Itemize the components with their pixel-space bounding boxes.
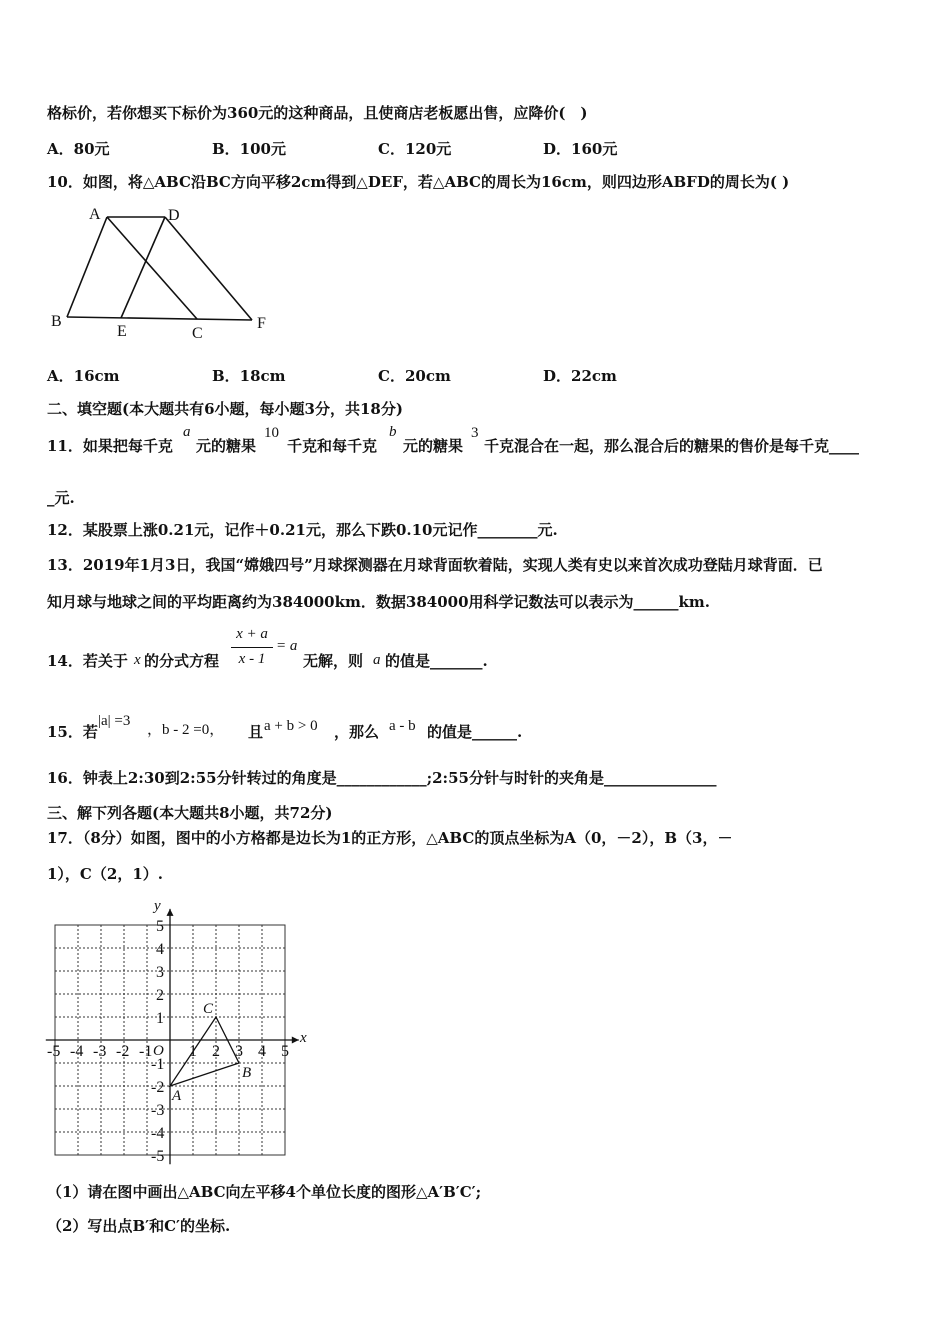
label-F: F (257, 315, 266, 332)
section2-heading: 二、填空题(本大题共有6小题，每小题3分，共18分) (47, 400, 403, 418)
q10-option-c: C．20cm (378, 367, 451, 385)
segment-bf (67, 317, 252, 320)
q11-text-2: 元的糖果 (196, 437, 257, 455)
q9-option-a: A．80元 (47, 140, 110, 158)
q15-expr: a - b (389, 718, 416, 734)
section3-heading: 三、解下列各题(本大题共8小题，共72分) (47, 804, 333, 822)
segment-de (121, 217, 165, 318)
q9-option-d: D．160元 (543, 140, 618, 158)
y-axis-arrow (167, 909, 174, 916)
x-tick-label: -3 (93, 1043, 107, 1060)
q17-sub-2: （2）写出点B′和C′的坐标. (47, 1217, 231, 1235)
label-D: D (168, 207, 180, 224)
q14-numerator: x + a (236, 626, 268, 642)
y-tick-label: 5 (156, 918, 164, 935)
q17-sub-1: （1）请在图中画出△ABC向左平移4个单位长度的图形△A′B′C′; (47, 1183, 482, 1201)
q15-cond-2: a + b > 0 (264, 718, 318, 734)
q15-cond-1: ，b - 2 =0， (147, 722, 225, 738)
segment-ab (67, 217, 107, 317)
x-tick-label: 2 (212, 1043, 220, 1060)
q14-text-4: 的值是_______. (385, 652, 488, 670)
q15-text-4: 的值是______. (427, 723, 523, 741)
q14-var-x: x (134, 652, 141, 668)
point-label-C: C (203, 1001, 214, 1017)
q10-option-b: B．18cm (212, 367, 286, 385)
q11-text-4: 元的糖果 (403, 437, 464, 455)
q14-text-3: 无解，则 (303, 652, 364, 670)
x-axis-arrow (292, 1037, 299, 1044)
segment-ac (107, 217, 197, 319)
q14-rhs: = a (276, 638, 298, 654)
point-label-B: B (242, 1065, 252, 1081)
q14-fraction-bar (231, 647, 273, 648)
label-E: E (117, 323, 127, 340)
q10-figure (45, 200, 285, 345)
q15-abs: |a| =3 (98, 713, 131, 729)
x-tick-label: -4 (70, 1043, 84, 1060)
y-tick-label: -5 (151, 1148, 165, 1165)
x-tick-label: 4 (258, 1043, 266, 1060)
point-label-A: A (172, 1088, 182, 1104)
q14-text-1: 14．若关于 (47, 652, 128, 670)
y-axis-label: y (154, 898, 161, 915)
q9-option-b: B．100元 (212, 140, 286, 158)
triangle-abc (170, 1017, 239, 1086)
q13-line-1: 13．2019年1月3日，我国“嫦娥四号”月球探测器在月球背面软着陆，实现人类有史以来首次成功登陆月球背面．已 (47, 556, 823, 574)
q16-line: 16．钟表上2:30到2:55分针转过的角度是____________;2:55分针与时针的夹角是_______________ (47, 769, 717, 787)
x-tick-label: 3 (235, 1043, 243, 1060)
x-tick-label: 1 (189, 1043, 197, 1060)
x-tick-label: 5 (281, 1043, 289, 1060)
y-tick-label: 2 (156, 987, 164, 1004)
x-tick-label: -5 (47, 1043, 61, 1060)
q17-line-2: 1），C（2，1）. (47, 865, 163, 883)
q15-text-2: 且 (248, 723, 264, 741)
q14-text-2: 的分式方程 (144, 652, 220, 670)
q14-var-a: a (373, 652, 381, 668)
y-tick-label: 3 (156, 964, 164, 981)
q13-line-2: 知月球与地球之间的平均距离约为384000km．数据384000用科学记数法可以表示为______km. (47, 593, 710, 611)
y-tick-label: 1 (156, 1010, 164, 1027)
q9-option-c: C．120元 (378, 140, 452, 158)
q11-num-3: 3 (471, 425, 479, 441)
y-tick-label: -3 (151, 1102, 165, 1119)
label-C: C (192, 325, 203, 342)
q17-line-1: 17．（8分）如图，图中的小方格都是边长为1的正方形，△ABC的顶点坐标为A（0，－2），B（3，－ (47, 829, 733, 847)
q10-stem: 10．如图，将△ABC沿BC方向平移2cm得到△DEF，若△ABC的周长为16cm，则四边形ABFD的周长为( ) (47, 173, 790, 191)
q11-text-3: 千克和每千克 (287, 437, 378, 455)
q9-line: 格标价，若你想买下标价为360元的这种商品，且使商店老板愿出售，应降价( ) (47, 104, 588, 122)
q15-text-3: ，那么 (334, 723, 380, 741)
q11-num-10: 10 (264, 425, 279, 441)
x-axis-label: x (299, 1030, 307, 1046)
q11-var-b: b (389, 424, 397, 440)
coordinate-grid (30, 888, 320, 1168)
q14-line (47, 626, 647, 673)
y-tick-label: -2 (151, 1079, 165, 1096)
y-tick-label: 4 (156, 941, 164, 958)
x-tick-label: -2 (116, 1043, 130, 1060)
label-B: B (51, 313, 62, 330)
q11-line (47, 424, 907, 458)
segment-df (165, 217, 252, 320)
q11-var-a: a (183, 424, 191, 440)
y-tick-label: -1 (151, 1056, 165, 1073)
q11-text-5: 千克混合在一起，那么混合后的糖果的售价是每千克____ (484, 437, 860, 455)
label-A: A (89, 206, 101, 223)
q11-text-1: 11．如果把每千克 (47, 437, 173, 455)
q12-line: 12．某股票上涨0.21元，记作＋0.21元，那么下跌0.10元记作________元. (47, 521, 558, 539)
q10-option-a: A．16cm (47, 367, 120, 385)
q11-continuation: _元. (47, 489, 75, 507)
y-tick-label: -4 (151, 1125, 165, 1142)
origin-label: O (153, 1043, 164, 1059)
q15-text-1: 15．若 (47, 723, 98, 741)
q15-line (47, 713, 647, 744)
q10-option-d: D．22cm (543, 367, 617, 385)
x-tick-label: -1 (139, 1043, 153, 1060)
q14-denominator: x - 1 (238, 651, 266, 667)
